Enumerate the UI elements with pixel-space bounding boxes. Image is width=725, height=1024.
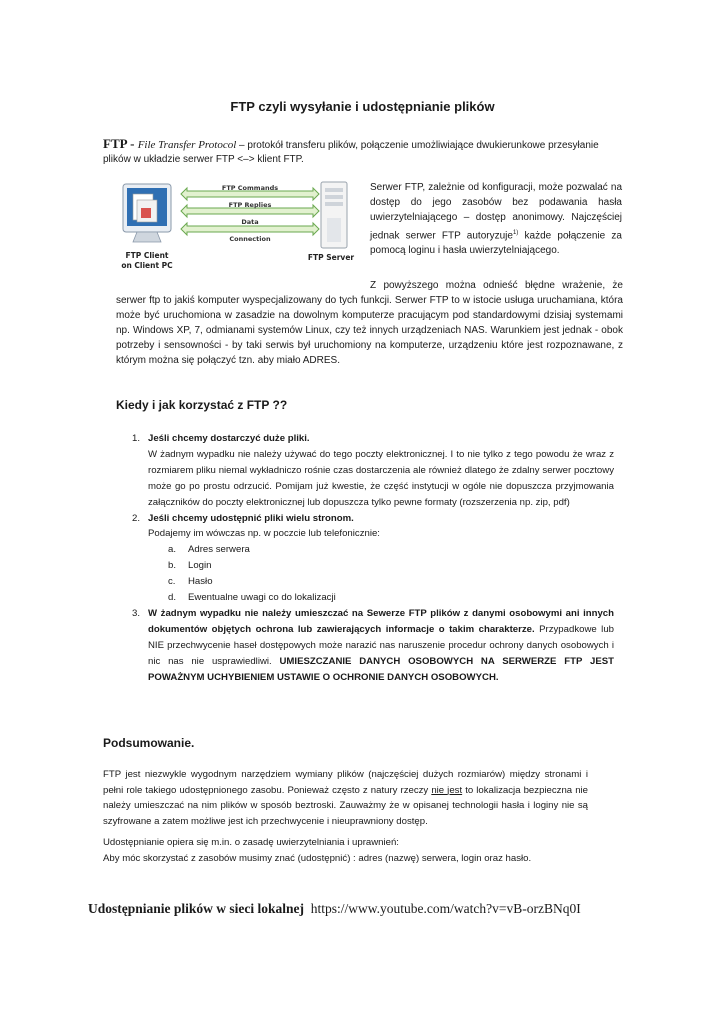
- sub-list-number: c.: [168, 576, 176, 588]
- list-item-warning: UMIESZCZANIE DANYCH OSOBOWYCH NA SERWERZE FTP JEST POWAŻNYM UCHYBIENIEM USTAWIE O OCHRONIE DANYCH OSOBOWYCH.: [148, 655, 614, 683]
- summary-line-1: Udostępnianie opiera się m.in. o zasadę uwierzytelniania i uprawnień:: [103, 837, 399, 848]
- ftp-diagram-graphic: [115, 178, 360, 278]
- sub-list-text: Adres serwera: [188, 544, 250, 556]
- footer-title: Udostępnianie plików w sieci lokalnej: [88, 901, 305, 916]
- list-item-heading: Jeśli chcemy udostępnić pliki wielu stronom.: [148, 512, 354, 524]
- list-item-heading: Jeśli chcemy dostarczyć duże pliki.: [148, 433, 310, 444]
- server-tower-icon: [321, 182, 347, 248]
- page-title: FTP czyli wysyłanie i udostępnianie plików: [230, 99, 495, 114]
- arrow-label-data: Data: [241, 218, 259, 226]
- section-heading-usage: Kiedy i jak korzystać z FTP ??: [116, 398, 288, 412]
- sub-list-number: a.: [168, 544, 177, 556]
- side-text-end: każde połączenie za pomocą loginu i hasła uwierzytelniającego.: [370, 229, 622, 257]
- client-label-line2: on Client PC: [121, 261, 173, 270]
- server-label: FTP Server: [307, 253, 355, 262]
- server-explanation-paragraph: [116, 278, 623, 369]
- list-item-number: 2.: [132, 512, 141, 524]
- list-item-heading: W żadnym wypadku nie należy umieszczać na Sewerze FTP plików z danymi osobowymi ani innych dokumentów objętych ochrona lub zawierających informacje o takim charakterze.: [148, 607, 614, 635]
- sub-list-text: Ewentualne uwagi co do lokalizacji: [188, 592, 336, 604]
- arrow-label-replies: FTP Replies: [228, 201, 272, 209]
- arrow-label-commands: FTP Commands: [221, 184, 279, 192]
- section-heading-summary: Podsumowanie.: [103, 736, 195, 750]
- usage-list: [132, 431, 614, 686]
- summary-underlined: nie jest: [431, 784, 463, 796]
- sub-list-item: [168, 574, 614, 590]
- list-item: [132, 431, 614, 511]
- sub-list-number: b.: [168, 560, 177, 572]
- summary-text-b: to lokalizacja bezpieczna nie należy umieszczać na nim plików w sposób beztroski. Zauważmy że w opisanej technologii hasła i loginy nie są szyfrowane a zatem możliwe jest ich przechwycenie i nieuprawniony dostęp.: [103, 784, 589, 827]
- client-label-line1: FTP Client: [125, 251, 169, 260]
- sub-list-text: Login: [188, 560, 212, 572]
- summary-line-2: Aby móc skorzystać z zasobów musimy znać (udostępnić) : adres (nazwę) serwera, login oraz hasło.: [103, 852, 532, 864]
- sub-list: [148, 542, 614, 606]
- summary-text-a: FTP jest niezwykle wygodnym narzędziem wymiany plików (najczęściej dużych rozmiarów) między stronami i pełni role takiego udostępnionego zasobu. Ponieważ często z natury rzeczy: [103, 769, 588, 796]
- summary-block: [103, 767, 588, 866]
- arrow-label-connection: Connection: [229, 235, 271, 243]
- side-paragraph: [370, 180, 622, 258]
- list-item-text: Podajemy im wówczas np. w poczcie lub telefonicznie:: [148, 528, 380, 540]
- footnote-marker: 1): [512, 229, 519, 236]
- list-item-text: Przypadkowe lub NIE przechwycenie haseł dostępowych może narazić nas naruszenie procedur ochrony danych osobowych i nic nas nie usprawiedliwi.: [148, 623, 614, 667]
- sub-list-item: [168, 558, 614, 574]
- list-item-text: W żadnym wypadku nie należy używać do tego poczty elektronicznej. I to nie tylko z tego powodu że wraz z rozmiarem pliku niemal wykładniczo rośnie czas dostarczenia ale również dlatego że zdalny serwer pocztowy może go po prostu odrzucić. Pomijam już kwestie, że część instytucji w ogóle nie dopuszcza przyjmowania załączników do poczty elektronicznej lub dopuszcza tylko pewne formaty (rozszerzenia np. zip, pdf): [148, 448, 614, 508]
- summary-paragraph-2: [103, 835, 588, 866]
- client-monitor-icon: [123, 184, 171, 242]
- intro-dash: -: [126, 136, 138, 151]
- intro-term: FTP: [103, 136, 127, 151]
- intro-expansion: File Transfer Protocol: [137, 139, 237, 151]
- sub-list-number: d.: [168, 592, 177, 604]
- sub-list-item: [168, 542, 614, 558]
- list-item: [132, 606, 614, 686]
- list-item-number: 3.: [132, 607, 141, 619]
- summary-paragraph-1: [103, 767, 588, 829]
- intro-text: – protokół transferu plików, połączenie umożliwiające dwukierunkowe przesyłanie plików w układzie serwer FTP <–> klient FTP.: [103, 140, 599, 165]
- ftp-diagram: [115, 178, 360, 278]
- list-item: [132, 511, 614, 606]
- side-text: Serwer FTP, zależnie od konfiguracji, może pozwalać na dostęp do jego zasobów bez podawania hasła uwierzytelniającego – dostęp anonimowy. Najczęściej jednak serwer FTP autoryzuje: [370, 182, 622, 241]
- list-item-number: 1.: [132, 433, 141, 444]
- intro-paragraph: [103, 137, 623, 167]
- footer-link[interactable]: https://www.youtube.com/watch?v=vB-orzBNq0I: [310, 901, 581, 916]
- sub-list-item: [168, 590, 614, 606]
- footer-reference: [88, 901, 688, 917]
- sub-list-text: Hasło: [188, 576, 213, 588]
- flow-text: Z powyższego można odnieść błędne wrażenie, że serwer ftp to jakiś komputer wyspecjalizowany do tych funkcji. Serwer FTP to w istocie usługa uruchamiana, która może być uruchomiona w zasadzie na dowolnym komputerze pracującym pod standardowymi dzisiaj systemami np. Windows XP, 7, odmianami systemów Linux, czy też innych urządzeniach NAS. Warunkiem jest jednak - obok potrzeby i sensowności - by taki serwis był uruchomiony na komputerze, urządzeniu które jest rozpoznawane, z którym można się połączyć tzn. aby miało ADRES.: [116, 280, 623, 367]
